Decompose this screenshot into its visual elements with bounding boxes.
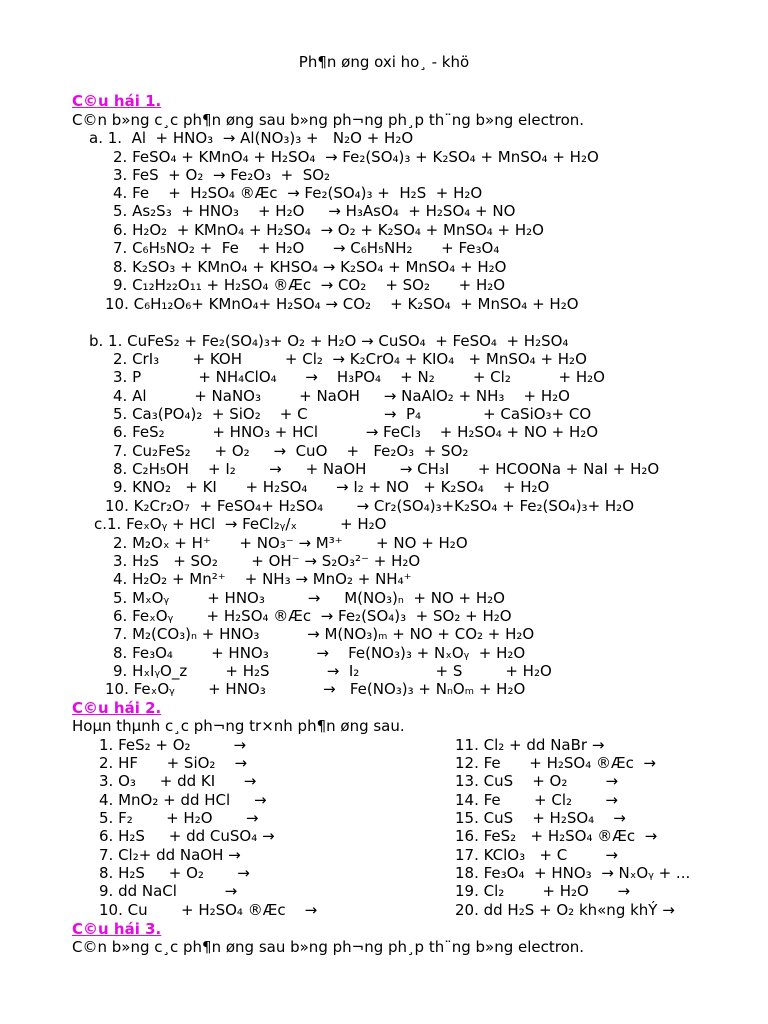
q2-item-12: 12. Fe + H₂SO₄ ®Æc → bbox=[455, 754, 656, 772]
question-1-instruction: C©n b»ng c¸c ph¶n øng sau b»ng ph¬ng ph¸p th¨ng b»ng electron. bbox=[72, 111, 585, 129]
q2-item-8: 8. H₂S + O₂ → bbox=[99, 864, 250, 882]
question-3-heading: C©u hái 3. bbox=[72, 920, 162, 938]
reaction-a-6: 6. H₂O₂ + KMnO₄ + H₂SO₄ → O₂ + K₂SO₄ + MnSO₄ + H₂O bbox=[113, 221, 544, 239]
question-3-instruction: C©n b»ng c¸c ph¶n øng sau b»ng ph¬ng ph¸p th¨ng b»ng electron. bbox=[72, 938, 585, 956]
q2-item-18: 18. Fe₃O₄ + HNO₃ → NₓOᵧ + ... bbox=[455, 864, 691, 882]
q2-item-14: 14. Fe + Cl₂ → bbox=[455, 791, 618, 809]
question-1-heading: C©u hái 1. bbox=[72, 92, 162, 110]
reaction-c-3: 3. H₂S + SO₂ + OH⁻ → S₂O₃²⁻ + H₂O bbox=[113, 552, 421, 570]
q2-item-9: 9. dd NaCl → bbox=[99, 882, 238, 900]
q2-item-6: 6. H₂S + dd CuSO₄ → bbox=[99, 827, 275, 845]
q2-item-20: 20. dd H₂S + O₂ kh«ng khÝ → bbox=[455, 901, 675, 919]
q2-item-3: 3. O₃ + dd KI → bbox=[99, 772, 257, 790]
q2-item-1: 1. FeS₂ + O₂ → bbox=[99, 736, 247, 754]
q2-item-19: 19. Cl₂ + H₂O → bbox=[455, 882, 631, 900]
q2-item-17: 17. KClO₃ + C → bbox=[455, 846, 618, 864]
reaction-b-5: 5. Ca₃(PO₄)₂ + SiO₂ + C → P₄ + CaSiO₃+ CO bbox=[113, 405, 592, 423]
q2-item-5: 5. F₂ + H₂O → bbox=[99, 809, 259, 827]
reaction-c-1: c.1. FeₓOᵧ + HCl → FeCl₂ᵧ/ₓ + H₂O bbox=[94, 515, 387, 533]
reaction-b-8: 8. C₂H₅OH + I₂ → + NaOH → CH₃I + HCOONa + NaI + H₂O bbox=[113, 460, 660, 478]
question-2-instruction: Hoµn thµnh c¸c ph¬ng tr×nh ph¶n øng sau. bbox=[72, 717, 405, 735]
reaction-b-2: 2. CrI₃ + KOH + Cl₂ → K₂CrO₄ + KIO₄ + MnSO₄ + H₂O bbox=[113, 350, 587, 368]
q2-item-15: 15. CuS + H₂SO₄ → bbox=[455, 809, 626, 827]
reaction-c-10: 10. FeₓOᵧ + HNO₃ → Fe(NO₃)₃ + NₙOₘ + H₂O bbox=[105, 680, 526, 698]
reaction-b-6: 6. FeS₂ + HNO₃ + HCl → FeCl₃ + H₂SO₄ + NO + H₂O bbox=[113, 423, 599, 441]
reaction-b-1: b. 1. CuFeS₂ + Fe₂(SO₄)₃+ O₂ + H₂O → CuSO₄ + FeSO₄ + H₂SO₄ bbox=[89, 332, 569, 350]
question-2-heading: C©u hái 2. bbox=[72, 699, 162, 717]
reaction-c-2: 2. M₂Oₓ + H⁺ + NO₃⁻ → M³⁺ + NO + H₂O bbox=[113, 534, 468, 552]
reaction-a-10: 10. C₆H₁₂O₆+ KMnO₄+ H₂SO₄ → CO₂ + K₂SO₄ + MnSO₄ + H₂O bbox=[105, 295, 579, 313]
reaction-b-9: 9. KNO₂ + KI + H₂SO₄ → I₂ + NO + K₂SO₄ + H₂O bbox=[113, 478, 550, 496]
reaction-a-4: 4. Fe + H₂SO₄ ®Æc → Fe₂(SO₄)₃ + H₂S + H₂O bbox=[113, 184, 483, 202]
reaction-c-9: 9. HₓIᵧO_z + H₂S → I₂ + S + H₂O bbox=[113, 662, 552, 680]
q2-item-11: 11. Cl₂ + dd NaBr → bbox=[455, 736, 605, 754]
reaction-a-9: 9. C₁₂H₂₂O₁₁ + H₂SO₄ ®Æc → CO₂ + SO₂ + H₂O bbox=[113, 276, 506, 294]
reaction-a-7: 7. C₆H₅NO₂ + Fe + H₂O → C₆H₅NH₂ + Fe₃O₄ bbox=[113, 239, 500, 257]
q2-item-2: 2. HF + SiO₂ → bbox=[99, 754, 248, 772]
reaction-a-3: 3. FeS + O₂ → Fe₂O₃ + SO₂ bbox=[113, 166, 331, 184]
reaction-a-5: 5. As₂S₃ + HNO₃ + H₂O → H₃AsO₄ + H₂SO₄ + NO bbox=[113, 202, 516, 220]
reaction-b-10: 10. K₂Cr₂O₇ + FeSO₄+ H₂SO₄ → Cr₂(SO₄)₃+K₂SO₄ + Fe₂(SO₄)₃+ H₂O bbox=[105, 497, 634, 515]
reaction-a-2: 2. FeSO₄ + KMnO₄ + H₂SO₄ → Fe₂(SO₄)₃ + K₂SO₄ + MnSO₄ + H₂O bbox=[113, 148, 599, 166]
q2-item-7: 7. Cl₂+ dd NaOH → bbox=[99, 846, 241, 864]
reaction-b-7: 7. Cu₂FeS₂ + O₂ → CuO + Fe₂O₃ + SO₂ bbox=[113, 442, 469, 460]
reaction-c-7: 7. M₂(CO₃)ₙ + HNO₃ → M(NO₃)ₘ + NO + CO₂ + H₂O bbox=[113, 625, 535, 643]
reaction-c-5: 5. MₓOᵧ + HNO₃ → M(NO₃)ₙ + NO + H₂O bbox=[113, 589, 505, 607]
q2-item-16: 16. FeS₂ + H₂SO₄ ®Æc → bbox=[455, 827, 658, 845]
q2-item-4: 4. MnO₂ + dd HCl → bbox=[99, 791, 267, 809]
reaction-b-3: 3. P + NH₄ClO₄ → H₃PO₄ + N₂ + Cl₂ + H₂O bbox=[113, 368, 605, 386]
reaction-c-4: 4. H₂O₂ + Mn²⁺ + NH₃ → MnO₂ + NH₄⁺ bbox=[113, 570, 412, 588]
q2-item-10: 10. Cu + H₂SO₄ ®Æc → bbox=[99, 901, 318, 919]
reaction-c-6: 6. FeₓOᵧ + H₂SO₄ ®Æc → Fe₂(SO₄)₃ + SO₂ + H₂O bbox=[113, 607, 512, 625]
reaction-a-8: 8. K₂SO₃ + KMnO₄ + KHSO₄ → K₂SO₄ + MnSO₄ + H₂O bbox=[113, 258, 507, 276]
reaction-c-8: 8. Fe₃O₄ + HNO₃ → Fe(NO₃)₃ + NₓOᵧ + H₂O bbox=[113, 644, 526, 662]
reaction-a-1: a. 1. Al + HNO₃ → Al(NO₃)₃ + N₂O + H₂O bbox=[89, 129, 414, 147]
reaction-b-4: 4. Al + NaNO₃ + NaOH → NaAlO₂ + NH₃ + H₂O bbox=[113, 387, 570, 405]
document-title: Ph¶n øng oxi ho¸ - khö bbox=[298, 53, 470, 71]
q2-item-13: 13. CuS + O₂ → bbox=[455, 772, 619, 790]
